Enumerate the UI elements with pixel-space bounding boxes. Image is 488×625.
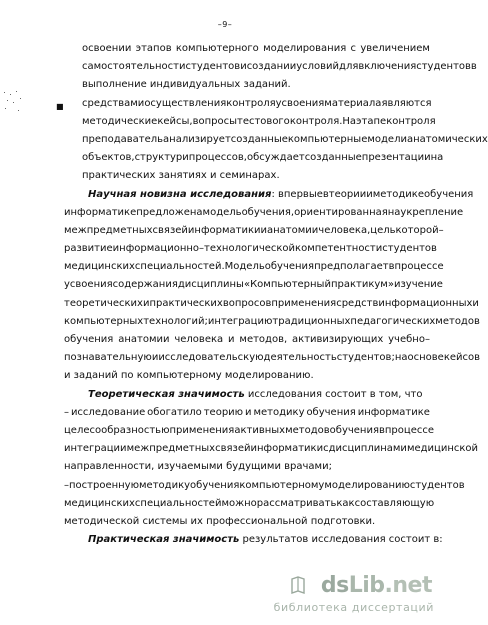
word: на <box>430 152 444 164</box>
word: компьютерному <box>239 479 325 491</box>
section-heading-practical: Практическая значимость <box>88 534 240 546</box>
dslib-watermark <box>238 573 438 619</box>
word: с <box>350 43 357 54</box>
word: межпредметных <box>64 224 153 236</box>
word: тестового <box>237 115 290 127</box>
word: методике <box>372 188 424 200</box>
word: обучения, <box>241 206 295 218</box>
word: теорию <box>203 406 244 418</box>
word: студентов <box>416 61 471 73</box>
section-heading-novelty: Научная новизна исследования <box>88 188 272 200</box>
word: построенную <box>69 479 140 491</box>
word: педагогических <box>350 315 436 327</box>
word: материала <box>324 97 382 109</box>
word: информатики <box>187 224 261 236</box>
word: учебно– <box>388 334 430 345</box>
word: моделирования <box>263 43 347 54</box>
word: рассматривать <box>256 497 337 509</box>
word: и <box>182 152 189 164</box>
word: медицинской <box>406 443 479 455</box>
word: студентов; <box>336 352 395 364</box>
text-line <box>64 58 477 76</box>
word: традиционных <box>272 315 351 327</box>
word: обучения <box>190 479 240 491</box>
word: увеличением <box>360 43 430 54</box>
word: структур <box>134 152 183 164</box>
word: обучения <box>329 424 379 436</box>
word: усвоения <box>275 97 325 109</box>
word: дисциплинами <box>328 443 407 455</box>
page-number: –9– <box>217 20 233 29</box>
word: студентов <box>409 479 465 491</box>
word: презентации <box>361 152 431 164</box>
text-line <box>64 477 465 495</box>
word: интеграции <box>64 443 127 455</box>
word: обучения <box>306 406 356 418</box>
word: компьютерные <box>287 133 368 145</box>
word: и <box>142 297 150 309</box>
text-line <box>64 495 435 513</box>
word: методов, <box>239 334 288 345</box>
word: информатике <box>64 206 137 218</box>
text-line <box>64 204 464 222</box>
word: : впервые <box>271 188 323 200</box>
text-line <box>64 222 444 240</box>
word: обогатило <box>147 406 202 418</box>
section-heading-theoretical: Теоретическая значимость <box>88 388 245 400</box>
word: Модель <box>224 261 265 273</box>
word: активных <box>234 424 286 436</box>
word: основе <box>407 352 444 364</box>
word: в <box>470 61 477 73</box>
word: в <box>322 188 329 200</box>
word: контроля. <box>289 115 343 127</box>
word: информационно–технологической <box>112 243 296 255</box>
word: обучения <box>423 188 474 200</box>
word: исследование <box>70 406 146 418</box>
word: познавательную <box>64 352 152 364</box>
word: человека, <box>318 224 371 236</box>
text-line <box>64 422 435 440</box>
word: предполагает <box>314 261 389 273</box>
word: усвоения <box>64 279 113 291</box>
text-line <box>64 131 488 149</box>
word: цель <box>370 224 396 236</box>
text-line <box>64 258 444 276</box>
word: – <box>438 224 444 236</box>
word: анализирует <box>163 133 231 145</box>
text-line <box>64 404 430 422</box>
word: анатомических <box>406 133 488 145</box>
word: На <box>342 115 357 127</box>
word: исследовательскую <box>158 352 264 364</box>
text-fragment: результатов исследования состоит в: <box>239 534 443 546</box>
word: информатики <box>250 443 324 455</box>
text-line <box>64 149 444 167</box>
word: освоении <box>82 43 132 54</box>
word: изучение <box>393 279 443 291</box>
word: самостоятельности <box>82 61 186 73</box>
word: – <box>64 479 69 491</box>
word: объектов, <box>82 152 135 164</box>
document-body <box>64 40 488 549</box>
word: методику <box>253 406 305 418</box>
word: в <box>378 424 385 436</box>
word: – <box>64 406 69 418</box>
word: созданные <box>304 152 362 164</box>
word: кейсов <box>443 352 481 364</box>
word: студентов <box>185 61 241 73</box>
word: студентов <box>382 243 437 255</box>
word: процессов, <box>188 152 247 164</box>
word: и <box>228 334 235 345</box>
text-line <box>64 295 479 313</box>
word: применения <box>169 424 235 436</box>
text-line: практических занятиях и семинарах. <box>82 170 280 182</box>
word: компьютерных <box>64 315 144 327</box>
word: дисциплины <box>177 279 244 291</box>
word: в <box>388 261 395 273</box>
word: условий <box>296 61 340 73</box>
word: технологий; <box>143 315 208 327</box>
word: развитие <box>64 243 113 255</box>
word: методов <box>285 424 330 436</box>
word: преподаватель <box>82 133 164 145</box>
word: медицинских <box>64 497 135 509</box>
word: обучения <box>64 334 114 345</box>
word: связей <box>152 224 188 236</box>
text-line <box>64 240 437 258</box>
word: вопросов <box>222 297 272 309</box>
word: укрепление <box>400 206 464 218</box>
watermark-caption: библиотека диссертаций <box>273 601 434 614</box>
text-line <box>64 349 481 367</box>
word: «Компьютерный <box>243 279 331 291</box>
word: и <box>151 352 159 364</box>
word: можно <box>221 497 257 509</box>
word: и <box>472 297 479 309</box>
word: и <box>240 61 247 73</box>
text-line <box>64 276 443 294</box>
text-line <box>64 95 430 113</box>
text-line <box>64 313 480 331</box>
word: и <box>260 224 268 236</box>
word: практикум» <box>330 279 394 291</box>
word: созданные <box>230 133 288 145</box>
text-line: и заданий по компьютерному моделированию. <box>64 370 314 382</box>
word: интеграцию <box>207 315 273 327</box>
word: которой <box>395 224 439 236</box>
word: межпредметных <box>126 443 216 455</box>
word: анатомии <box>118 334 170 345</box>
word: модель <box>202 206 242 218</box>
word: моделированию <box>324 479 410 491</box>
text-line <box>64 440 479 458</box>
word: модели <box>367 133 407 145</box>
text-fragment: исследования состоит в том, что <box>244 388 423 400</box>
watermark-logo: dsLib.net <box>320 573 432 598</box>
word: компьютерного <box>175 43 259 54</box>
word: медицинских <box>64 261 135 273</box>
word: методические <box>82 115 158 127</box>
word: активизирующих <box>292 334 384 345</box>
word: человека <box>174 334 224 345</box>
word: с <box>323 443 329 455</box>
word: вопросы <box>192 115 237 127</box>
word: содержания <box>112 279 178 291</box>
bullet-icon: ■ <box>56 102 64 111</box>
word: обсуждает <box>246 152 305 164</box>
word: включения <box>358 61 417 73</box>
word: применения <box>271 297 337 309</box>
word: для <box>339 61 359 73</box>
word: составляющую <box>354 497 435 509</box>
text-line <box>64 40 430 58</box>
word: методов <box>435 315 480 327</box>
word: ориентированная <box>294 206 388 218</box>
word: контроля <box>226 97 276 109</box>
word: компетентности <box>295 243 383 255</box>
text-line <box>64 331 430 349</box>
word: процессе <box>384 424 435 436</box>
word: и <box>245 406 252 418</box>
word: являются <box>381 97 432 109</box>
text-line <box>64 113 436 131</box>
word: информатике <box>357 406 430 418</box>
word: методику <box>139 479 191 491</box>
word: и <box>366 188 373 200</box>
word: как <box>336 497 355 509</box>
word: на <box>394 352 408 364</box>
word: средствами <box>82 97 145 109</box>
word: предложена <box>136 206 203 218</box>
word: обучения <box>264 261 315 273</box>
word: теории <box>328 188 367 200</box>
word: деятельность <box>263 352 337 364</box>
text-line <box>64 186 474 204</box>
word: средств <box>336 297 379 309</box>
text-line: направленности, изучаемыми будущими врачами; <box>64 461 332 473</box>
word: контроля <box>386 115 436 127</box>
word: этапе <box>356 115 387 127</box>
word: кейсы, <box>157 115 193 127</box>
word: теоретических <box>64 297 143 309</box>
word: создании <box>246 61 297 73</box>
book-icon <box>290 575 306 595</box>
word: осуществления <box>144 97 227 109</box>
text-line <box>64 531 443 549</box>
text-line <box>64 386 430 404</box>
word: процессе <box>394 261 444 273</box>
word: практических <box>149 297 223 309</box>
word: информационных <box>378 297 473 309</box>
word: специальностей <box>134 497 222 509</box>
word: связей <box>215 443 251 455</box>
word: этапов <box>135 43 172 54</box>
text-line: выполнение индивидуальных заданий. <box>82 79 291 91</box>
scan-noise <box>2 88 24 118</box>
word: специальностей. <box>134 261 225 273</box>
text-line: методической системы их профессиональной подготовки. <box>64 515 376 527</box>
word: на <box>387 206 401 218</box>
word: целесообразностью <box>64 424 170 436</box>
word: анатомии <box>267 224 319 236</box>
